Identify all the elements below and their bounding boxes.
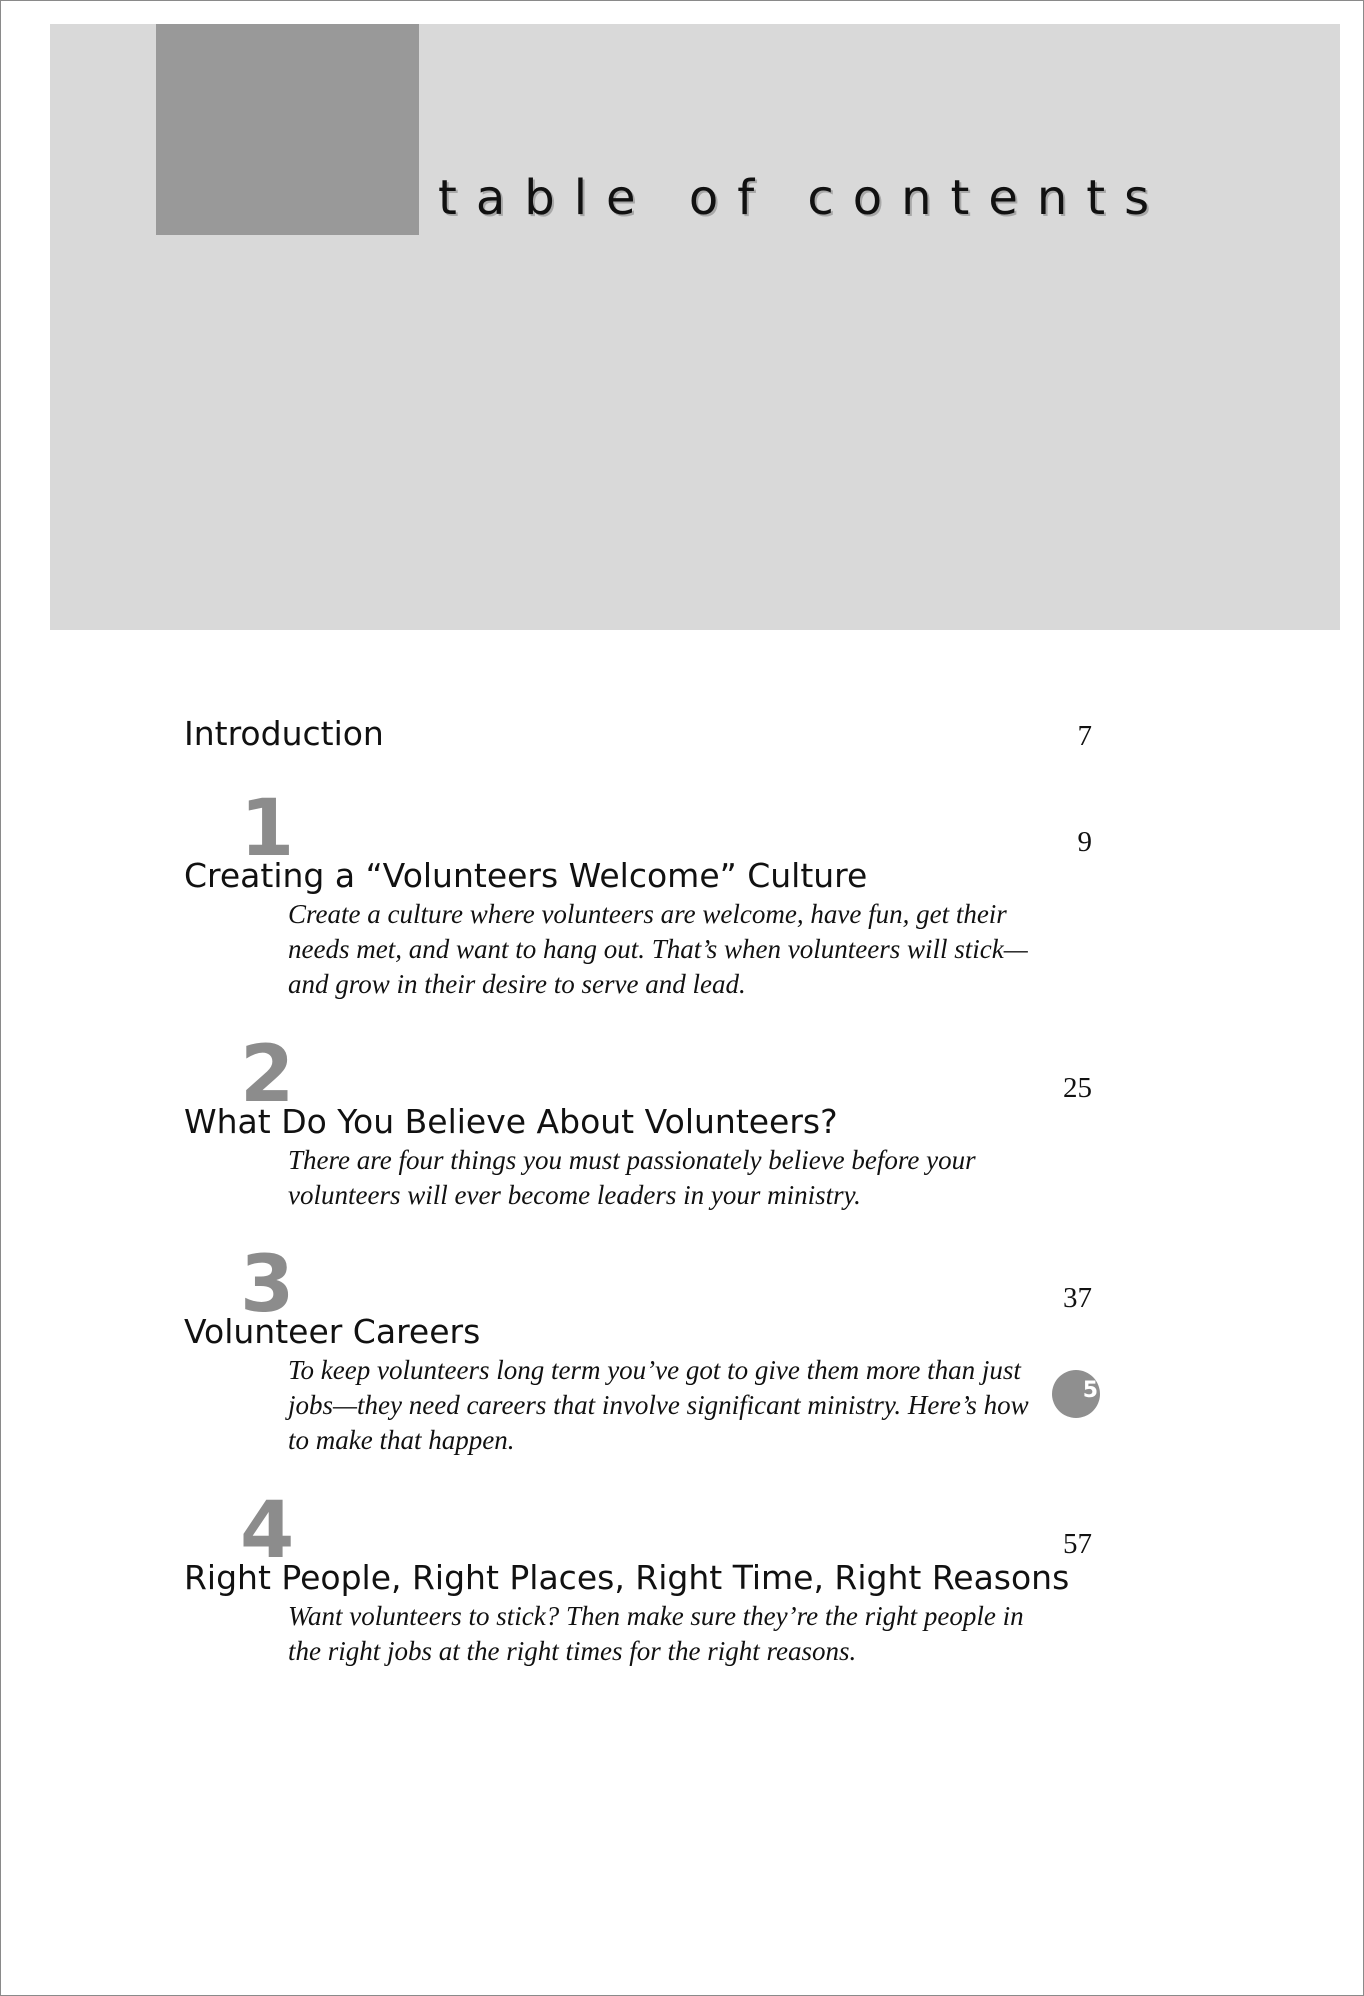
chapter-4-page: 57: [1063, 1528, 1092, 1560]
header-accent-square: [156, 24, 419, 235]
chapter-2-number: 2: [240, 1030, 295, 1120]
toc-introduction-title[interactable]: Introduction: [184, 714, 384, 753]
chapter-2-page: 25: [1063, 1072, 1092, 1104]
chapter-4-title[interactable]: Right People, Right Places, Right Time, Right Reasons: [184, 1558, 1070, 1597]
page-number: 5: [1082, 1378, 1098, 1403]
chapter-3-page: 37: [1063, 1282, 1092, 1314]
chapter-1-number: 1: [240, 784, 295, 874]
toc-introduction-page: 7: [1077, 720, 1092, 752]
chapter-2-description: There are four things you must passionately believe before your volunteers will ever become leaders in your ministry.: [288, 1145, 976, 1210]
chapter-4-number: 4: [240, 1486, 295, 1576]
chapter-4-description: Want volunteers to stick? Then make sure they’re the right people in the right jobs at the right times for the right reasons.: [288, 1601, 1024, 1666]
page-number-badge: [1052, 1370, 1100, 1418]
chapter-3-description: To keep volunteers long term you’ve got to give them more than just jobs—they need careers that involve significant ministry. Here’s how to make that happen.: [288, 1355, 1029, 1455]
chapter-1-title[interactable]: Creating a “Volunteers Welcome” Culture: [184, 856, 868, 895]
chapter-1-page: 9: [1077, 826, 1092, 858]
page-title: table of contents: [438, 170, 1169, 226]
chapter-3-title[interactable]: Volunteer Careers: [184, 1312, 481, 1351]
chapter-1-description: Create a culture where volunteers are welcome, have fun, get their needs met, and want to hang out. That’s when volunteers will stick—and grow in their desire to serve and lead.: [288, 899, 1028, 999]
chapter-3-number: 3: [240, 1240, 295, 1330]
chapter-2-title[interactable]: What Do You Believe About Volunteers?: [184, 1102, 838, 1141]
